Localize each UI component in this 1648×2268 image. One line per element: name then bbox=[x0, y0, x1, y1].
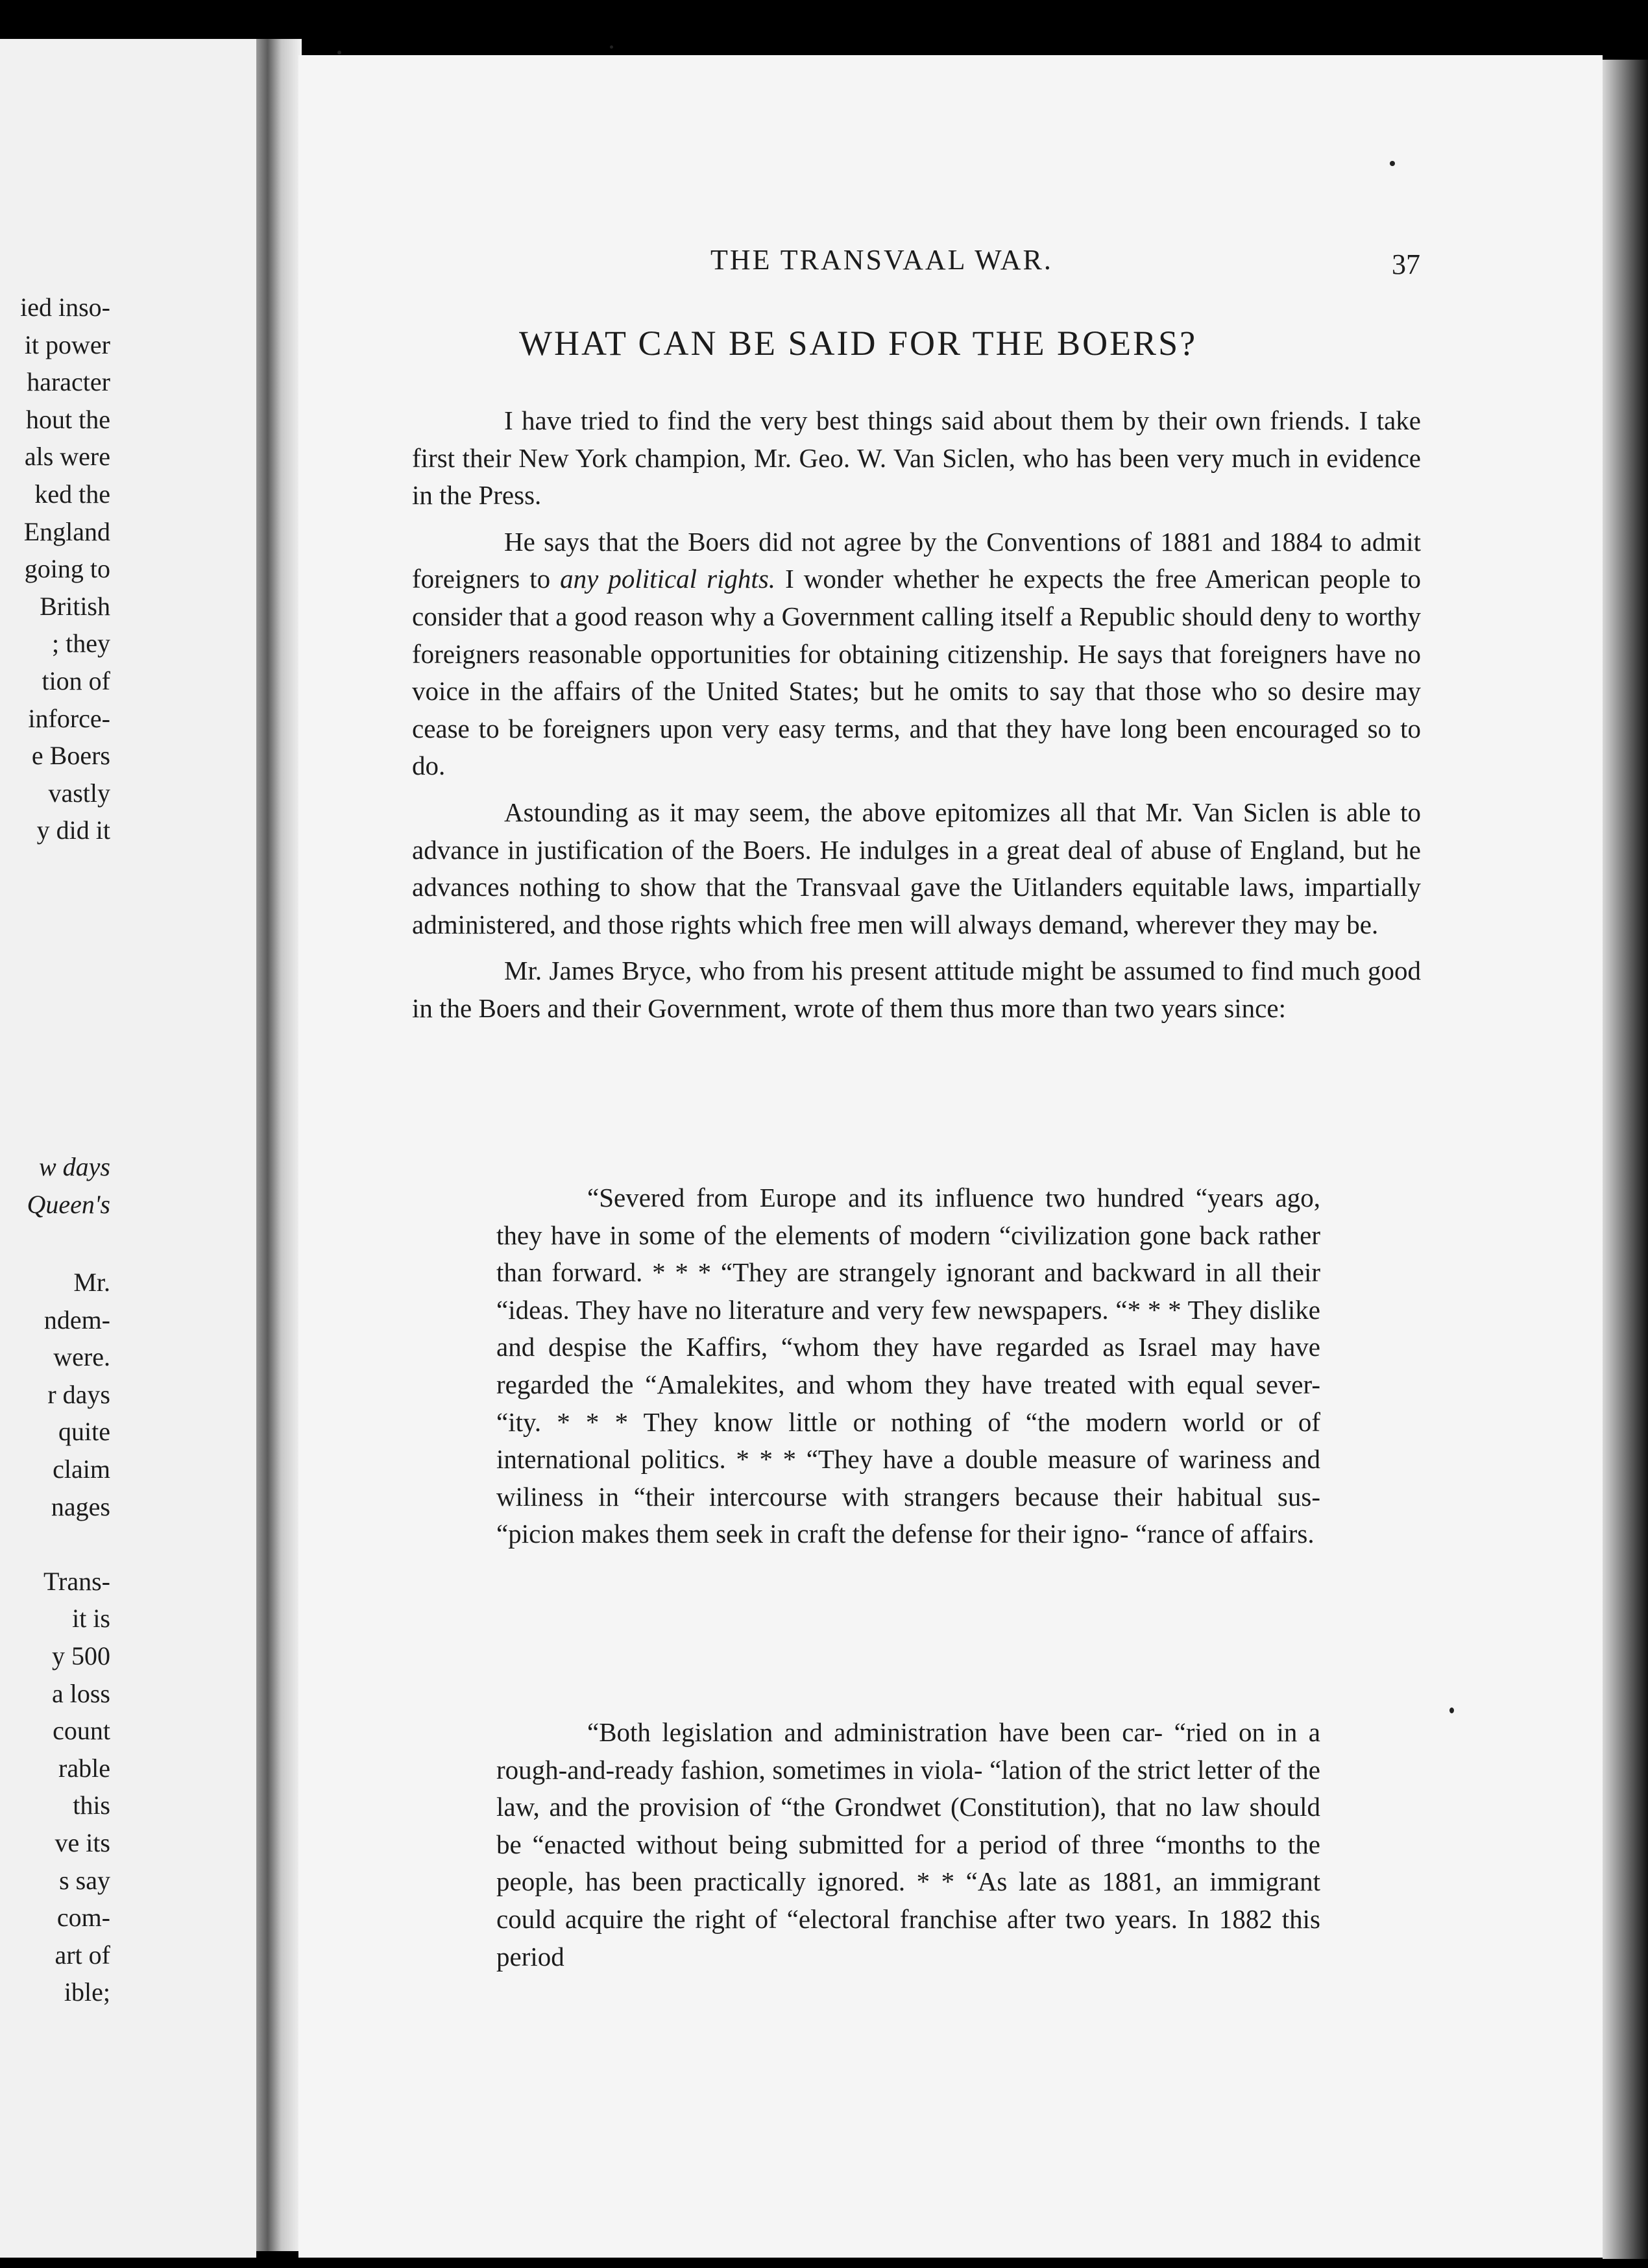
left-page-line: vastly bbox=[48, 778, 110, 808]
left-page-line: it power bbox=[24, 330, 110, 359]
left-facing-page bbox=[0, 39, 256, 2258]
left-page-line: ndem- bbox=[43, 1305, 110, 1334]
paragraph-4: Mr. James Bryce, who from his present attitude might be assumed to find much good in the Boers and their Government, wrote of them thus more than two years since: bbox=[412, 956, 1421, 1023]
left-page-line: a loss bbox=[52, 1678, 110, 1708]
left-page-line: s say bbox=[59, 1865, 110, 1895]
left-page-line: hout the bbox=[26, 404, 110, 434]
left-page-text-italic bbox=[27, 1148, 110, 1223]
left-page-line: this bbox=[73, 1791, 110, 1820]
left-page-line: Mr. bbox=[73, 1268, 110, 1297]
body-text bbox=[412, 402, 1421, 1037]
left-page-line: inforce- bbox=[28, 703, 110, 733]
speck bbox=[1390, 161, 1395, 166]
block-quote-2 bbox=[496, 1714, 1320, 1975]
left-page-line: ible; bbox=[64, 1977, 110, 2007]
speck bbox=[1449, 1707, 1454, 1713]
left-page-line: Trans- bbox=[43, 1566, 110, 1596]
left-page-line: were. bbox=[53, 1342, 110, 1372]
speck bbox=[610, 45, 613, 49]
left-page-line bbox=[43, 1525, 110, 1563]
left-page-line: rable bbox=[58, 1753, 110, 1783]
speck bbox=[337, 51, 341, 54]
page-edge-shadow bbox=[1603, 60, 1648, 2259]
left-page-line: Queen's bbox=[27, 1189, 110, 1219]
left-page-line: it is bbox=[72, 1604, 110, 1634]
quote-1-text: “Severed from Europe and its influence two hundred “years ago, they have in some of the elements of modern “civilization gone back rather than forward. * * * “They are strangely ignorant and backward in all their “ideas. They have no literature and very few newspapers. “* * * They dislike and despise the Kaffirs, “whom they have regarded as Israel may have regarded the “Amalekites, and whom they have treated with equal sever- “ity. * * * They know little or nothing of “the modern world or of international politics. * * * “They have a double measure of wariness and wiliness in “their intercourse with strangers because their habitual sus- “picion makes them seek in craft the defense for their igno- “rance of affairs. bbox=[496, 1183, 1320, 1549]
block-quote-1 bbox=[496, 1179, 1320, 1553]
left-page-line: art of bbox=[55, 1940, 110, 1970]
left-page-line: com- bbox=[56, 1903, 110, 1933]
left-page-line: nages bbox=[51, 1491, 110, 1521]
left-page-text-lower bbox=[43, 1264, 110, 2011]
left-page-text-upper bbox=[20, 289, 110, 849]
page-number: 37 bbox=[1392, 248, 1420, 280]
paragraph-2-text-b: I wonder whether he expects the free American people to consider that a good reason why a Government calling itself a Republic should deny to worthy foreigners reasonable opportunities for obtaining citizenship. He says that foreigners have no voice in the affairs of the United States; but he omits to say that those who so desire may cease to be foreigners upon very easy terms, and that they have long been encouraged so to do. bbox=[412, 564, 1421, 781]
chapter-title: WHAT CAN BE SAID FOR THE BOERS? bbox=[519, 324, 1198, 363]
left-page-line: going to bbox=[24, 554, 110, 584]
paragraph-2 bbox=[412, 524, 1421, 785]
left-page-line: quite bbox=[58, 1417, 110, 1447]
left-page-line: als were bbox=[24, 442, 110, 472]
left-page-line: tion of bbox=[42, 666, 110, 695]
left-page-line: r days bbox=[47, 1379, 110, 1409]
left-page-line: ked the bbox=[34, 479, 110, 509]
book-gutter bbox=[256, 39, 302, 2251]
running-head: THE TRANSVAAL WAR. bbox=[710, 244, 1053, 276]
left-page-line: ; they bbox=[52, 629, 110, 658]
paragraph-3: Astounding as it may seem, the above epitomizes all that Mr. Van Siclen is able to advance in justification of the Boers. He indulges in a great deal of abuse of England, but he advances nothing to show that the Transvaal gave the Uitlanders equitable laws, impartially administered, and those rights which free men will always demand, wherever they may be. bbox=[412, 797, 1421, 939]
left-page-line: count bbox=[53, 1716, 110, 1746]
left-page-line: ied inso- bbox=[20, 293, 110, 322]
left-page-line: w days bbox=[39, 1152, 110, 1181]
left-page-line: claim bbox=[53, 1454, 110, 1484]
left-page-line: e Boers bbox=[31, 741, 110, 771]
left-page-line: y 500 bbox=[52, 1641, 110, 1671]
left-page-line: England bbox=[23, 516, 110, 546]
paragraph-1: I have tried to find the very best things said about them by their own friends. I take first their New York champion, Mr. Geo. W. Van Siclen, who has been very much in evidence in the Press. bbox=[412, 405, 1421, 511]
paragraph-2-text-a: He says that the Boers did not agree by the Conventions of 1881 and 1884 to admit foreigners to bbox=[412, 526, 1421, 594]
left-page-line: haracter bbox=[27, 367, 110, 397]
quote-2-text: “Both legislation and administration have been car- “ried on in a rough-and-ready fashion, sometimes in viola- “lation of the strict letter of the law, and the provision of “the Grondwet (Constitution), that no law should be “enacted without being submitted for a period of three “months to the people, has been practically ignored. * * “As late as 1881, an immigrant could acquire the right of “electoral franchise after two years. In 1882 this period bbox=[496, 1717, 1320, 1972]
left-page-line: y did it bbox=[36, 815, 110, 845]
left-page-line: ve its bbox=[55, 1828, 110, 1857]
left-page-line: British bbox=[40, 591, 110, 621]
paragraph-2-italic: any political rights. bbox=[560, 564, 776, 594]
